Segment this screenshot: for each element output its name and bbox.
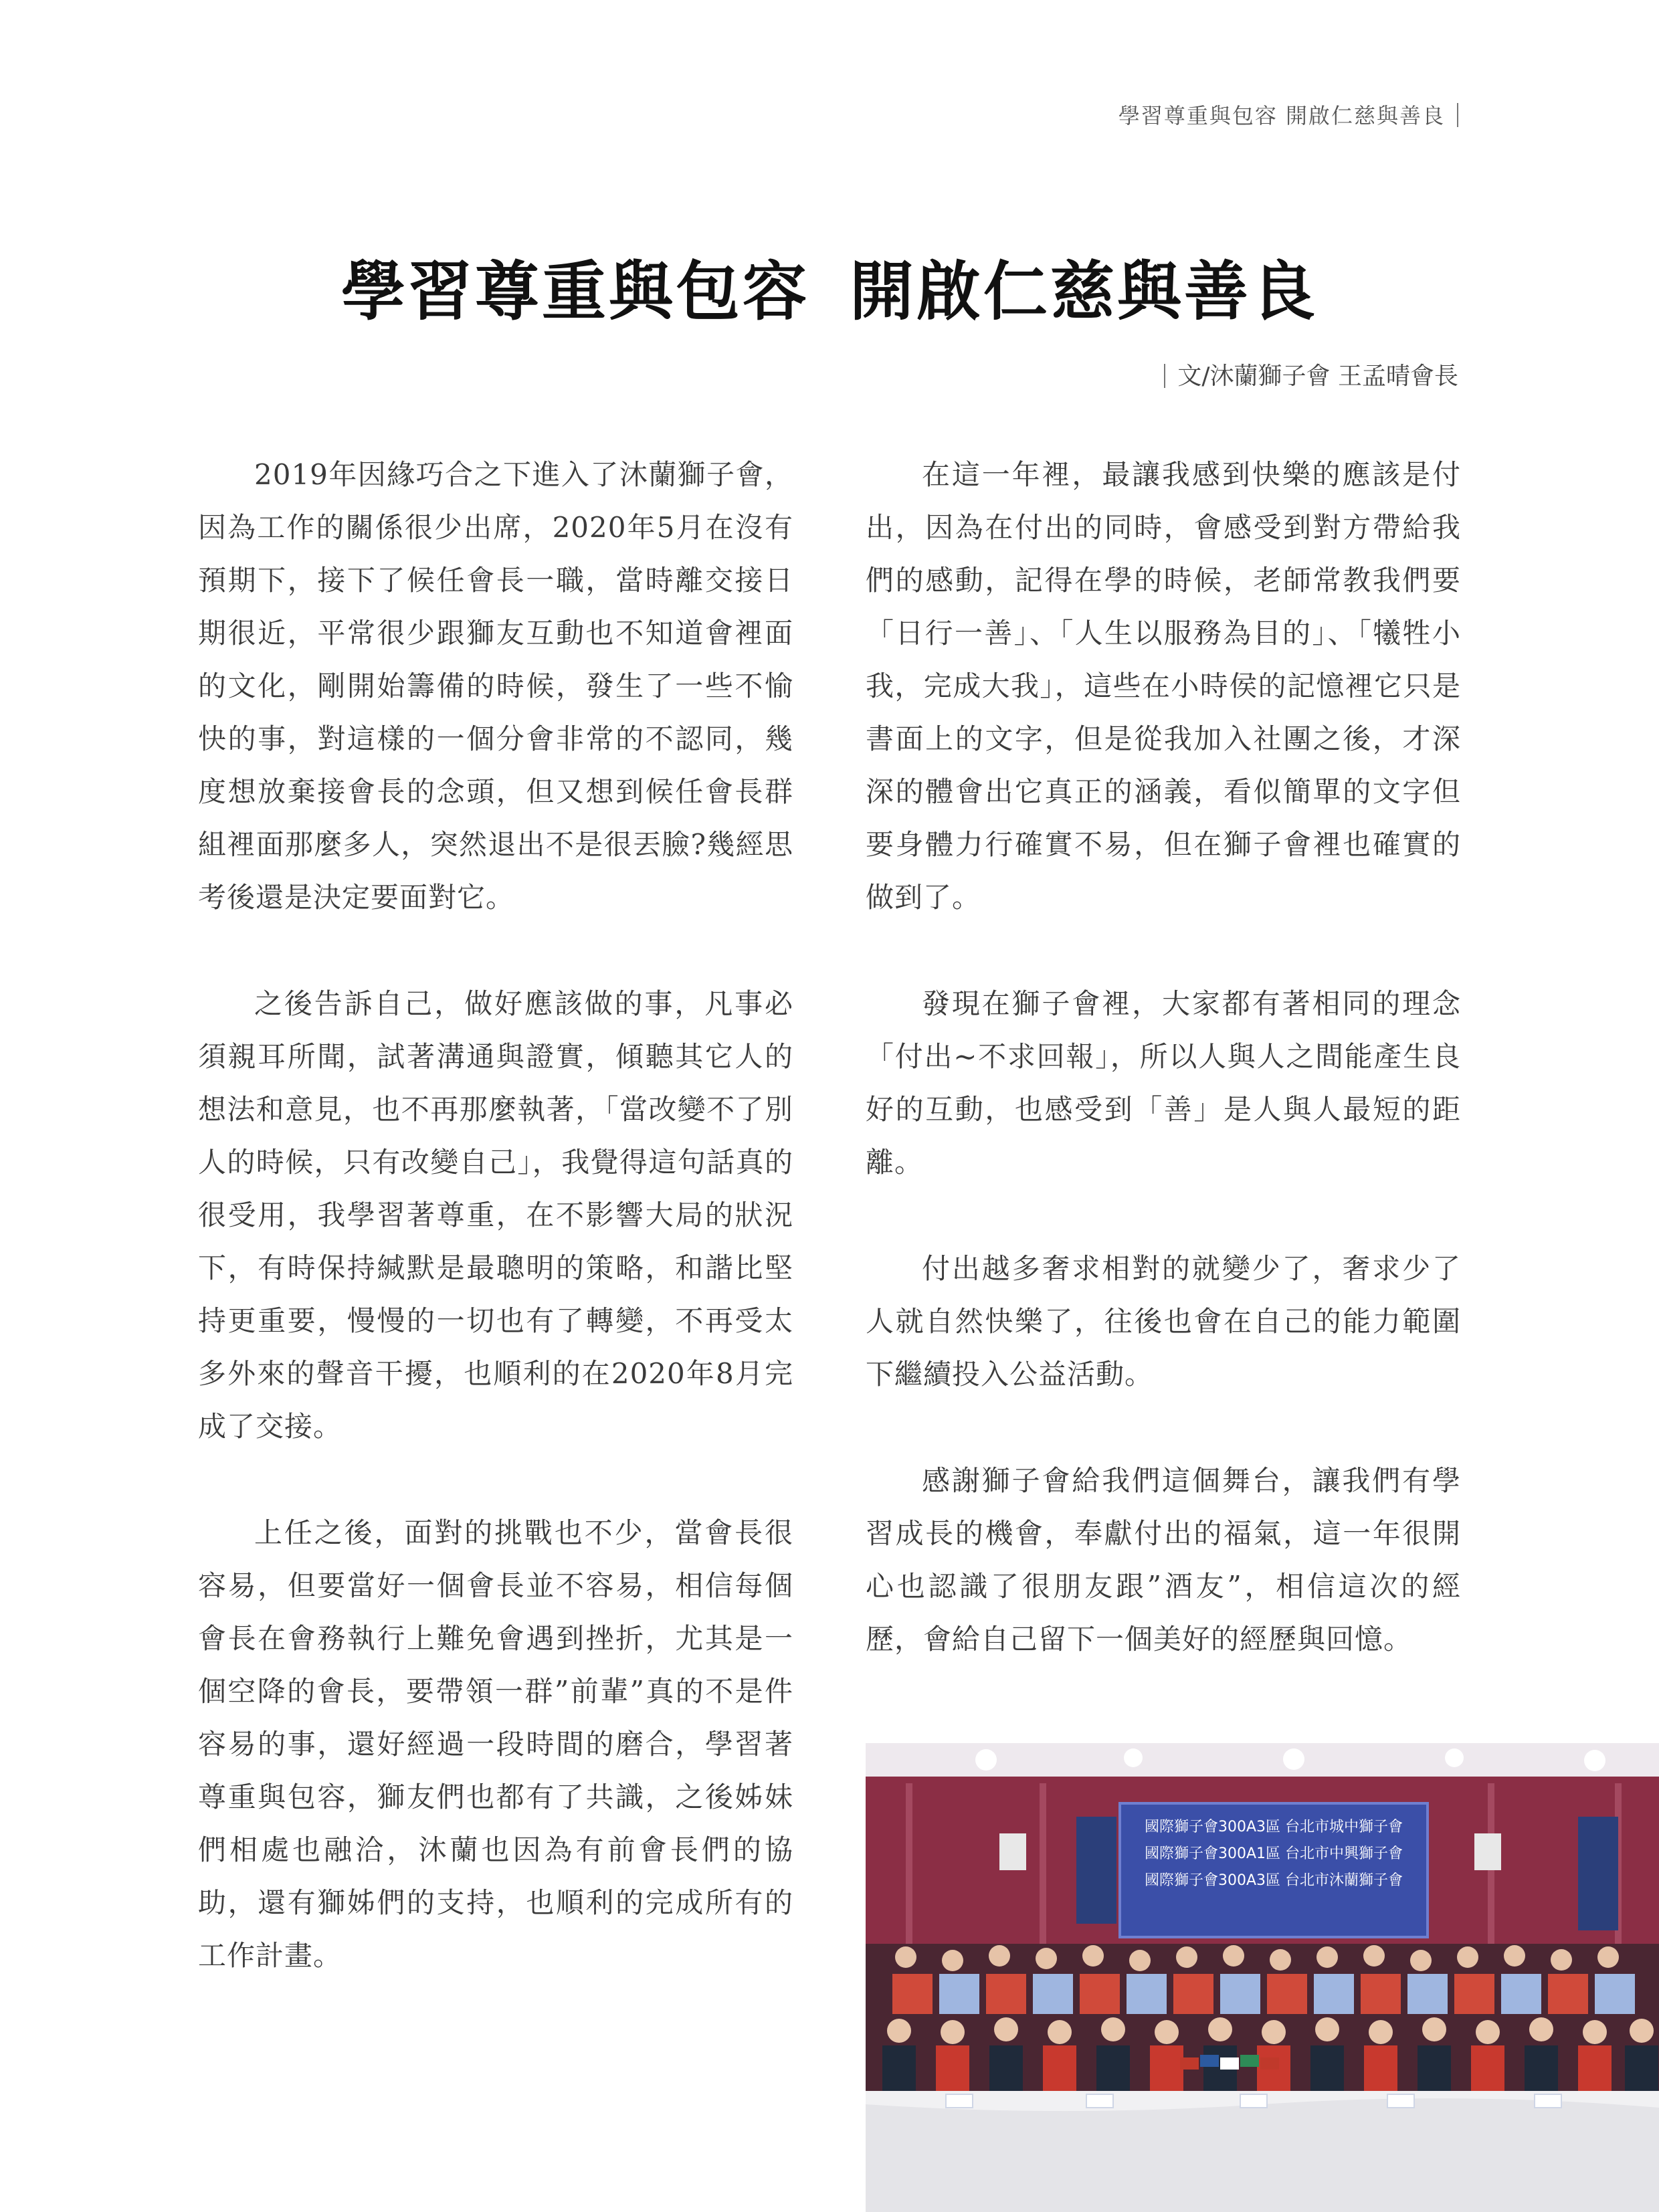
article-title [0, 241, 1659, 332]
left-column [198, 448, 793, 2035]
byline [1164, 357, 1458, 391]
paragraph: 發現在獅子會裡，大家都有著相同的理念「付出~不求回報」，所以人與人之間能產生良好的互動，也感受到「善」是人與人最短的距離。 [866, 987, 1461, 1179]
article-title-part2: 開啟仁慈與善良 [850, 254, 1318, 329]
byline-text: 文/沐蘭獅子會 王孟晴會長 [1177, 363, 1458, 390]
article-title-part1: 學習尊重與包容 [341, 254, 809, 329]
paragraph: 之後告訴自己，做好應該做的事，凡事必須親耳所聞，試著溝通與證實，傾聽其它人的想法和意見，也不再那麼執著，「當改變不了別人的時候，只有改變自己」，我覺得這句話真的很受用，我學習著尊重，在不影響大局的狀況下，有時保持緘默是最聰明的策略，和諧比堅持更重要，慢慢的一切也有了轉變，不再受太多外來的聲音干擾，也順利的在2020年8月完成了交接。 [198, 987, 793, 1443]
banner-line: 國際獅子會300A3區 台北市城中獅子會 [1144, 1819, 1403, 1835]
running-header [1118, 99, 1458, 130]
banner-line: 國際獅子會300A1區 台北市中興獅子會 [1144, 1845, 1403, 1862]
paragraph: 2019年因緣巧合之下進入了沐蘭獅子會，因為工作的關係很少出席，2020年5月在沒有預期下，接下了候任會長一職，當時離交接日期很近，平常很少跟獅友互動也不知道會裡面的文化，剛開始籌備的時候，發生了一些不愉快的事，對這樣的一個分會非常的不認同，幾度想放棄接會長的念頭，但又想到候任會長群組裡面那麼多人，突然退出不是很丟臉?幾經思考後還是決定要面對它。 [198, 458, 793, 914]
running-header-divider [1457, 103, 1458, 127]
group-photo [866, 1743, 1659, 2212]
paragraph: 在這一年裡，最讓我感到快樂的應該是付出，因為在付出的同時，會感受到對方帶給我們的感動，記得在學的時候，老師常教我們要「日行一善」、「人生以服務為目的」、「犧牲小我，完成大我」，這些在小時侯的記憶裡它只是書面上的文字，但是從我加入社團之後，才深深的體會出它真正的涵義，看似簡單的文字但要身體力行確實不易，但在獅子會裡也確實的做到了。 [866, 458, 1461, 914]
right-column [866, 448, 1461, 1719]
paragraph: 上任之後，面對的挑戰也不少，當會長很容易，但要當好一個會長並不容易，相信每個會長在會務執行上難免會遇到挫折，尤其是一個空降的會長，要帶領一群”前輩”真的不是件容易的事，還好經過一段時間的磨合，學習著尊重與包容，獅友們也都有了共識，之後姊妹們相處也融洽，沐蘭也因為有前會長們的協助，還有獅姊們的支持，也順利的完成所有的工作計畫。 [198, 1516, 793, 1972]
byline-divider [1164, 364, 1165, 388]
banner-line: 國際獅子會300A3區 台北市沐蘭獅子會 [1144, 1872, 1403, 1889]
paragraph: 付出越多奢求相對的就變少了，奢求少了人就自然快樂了，往後也會在自己的能力範圍下繼續投入公益活動。 [866, 1252, 1461, 1391]
running-header-text: 學習尊重與包容 開啟仁慈與善良 [1118, 103, 1445, 128]
paragraph: 感謝獅子會給我們這個舞台，讓我們有學習成長的機會，奉獻付出的福氣，這一年很開心也認識了很朋友跟”酒友”，相信這次的經歷，會給自己留下一個美好的經歷與回憶。 [866, 1464, 1461, 1655]
